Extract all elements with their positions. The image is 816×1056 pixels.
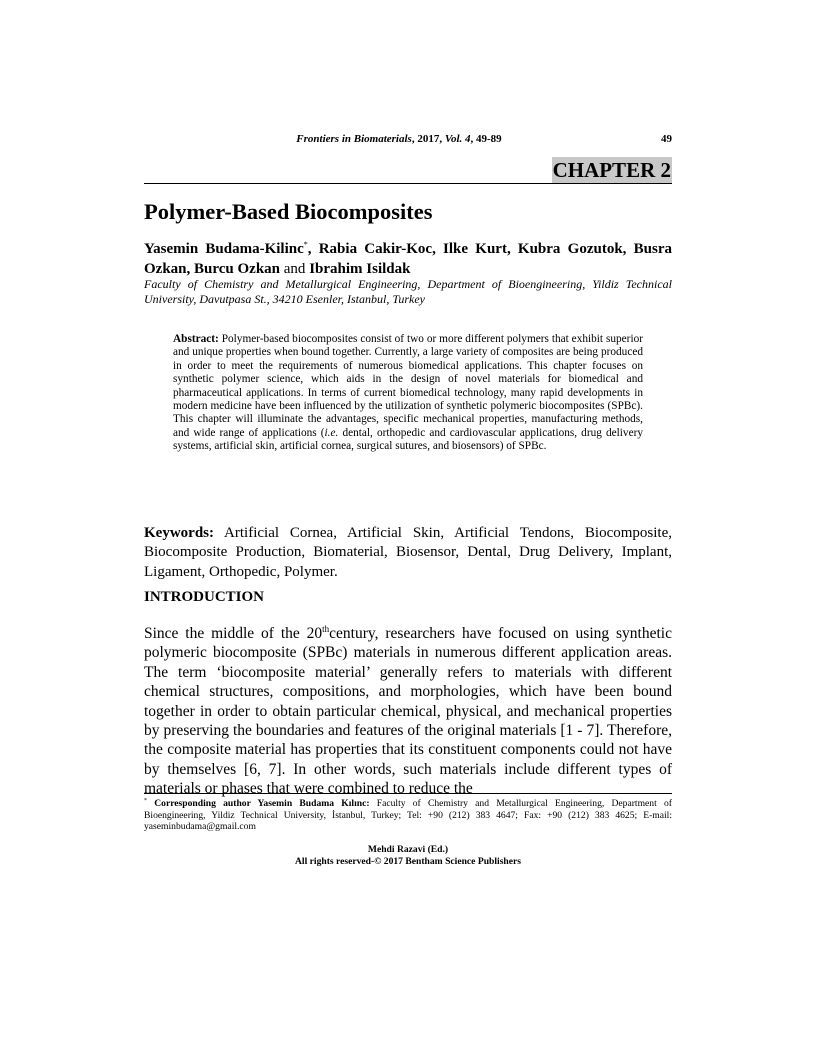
footnote-label: Corresponding author Yasemin Budama Kılınc: [154, 798, 370, 809]
footnote-text: Faculty of Chemistry and Metallurgical Engineering, Department of Bioengineering, Yildiz Technical University, İstanbul, Turkey; Tel: +90 (212) 383 4647; Fax: +90 (212) 383 4625; E-mail: yaseminbudama@gmail.com [144, 798, 672, 833]
abstract-label: Abstract: [173, 333, 219, 345]
journal-citation [144, 133, 654, 145]
intro-text-rest: century, researchers have focused on using synthetic polymeric biocomposite (SPBc) materials in numerous different application areas. The term ‘biocomposite material’ generally refers to materials with different chemical structures, compositions, and morphologies, which have been bound together in order to obtain particular chemical, physical, and mechanical properties by preserving the boundaries and features of the original materials [1 - 7]. Therefore, the composite material has properties that its constituent components could not have by themselves [6, 7]. In other words, such materials include different types of materials or phases that were combined to reduce the [144, 625, 672, 798]
chapter-title: Polymer-Based Biocomposites [144, 199, 433, 224]
footnote [144, 796, 672, 833]
abstract [173, 333, 643, 454]
footer-rights: All rights reserved-© 2017 Bentham Science Publishers [294, 856, 522, 867]
footer-editor: Mehdi Razavi (Ed.) [367, 844, 449, 855]
keywords-text: Artificial Cornea, Artificial Skin, Artificial Tendons, Biocomposite, Biocomposite Production, Biomaterial, Biosensor, Dental, Drug Delivery, Implant, Ligament, Orthopedic, Polymer. [144, 525, 672, 580]
abstract-text: Polymer-based biocomposites consist of two or more different polymers that exhibit superior and unique properties when bound together. Currently, a large variety of composites are being produced in order to meet the requirements of numerous biomedical applications. This chapter focuses on synthetic polymer science, which aids in the design of novel materials for biomedical and pharmaceutical applications. In terms of current biomedical technology, many rapid developments in modern medicine have been influenced by the utilization of synthetic polymeric biocomposites (SPBc). This chapter will illuminate the advantages, specific mechanical properties, manufacturing methods, and wide range of applications ( [173, 333, 643, 439]
author-conjunction: and [280, 261, 310, 277]
journal-volume: Vol. 4 [444, 133, 471, 145]
journal-pages: , 49-89 [470, 133, 502, 145]
author-others: , Rabia Cakir-Koc, Ilke Kurt, Kubra Gozutok, Busra Ozkan, Burcu Ozkan [144, 241, 672, 277]
page-number: 49 [661, 133, 672, 145]
keywords-label: Keywords: [144, 525, 214, 541]
intro-text-start: Since the middle of the 20 [144, 625, 323, 642]
chapter-label: CHAPTER 2 [552, 158, 671, 182]
author-first: Yasemin Budama-Kilinc [144, 241, 304, 257]
intro-superscript: th [322, 624, 330, 634]
author-list [144, 235, 672, 279]
section-heading-introduction: INTRODUCTION [144, 589, 265, 605]
journal-year: , 2017, [411, 133, 445, 145]
introduction-paragraph [144, 620, 672, 799]
corresponding-mark: * [303, 240, 308, 249]
footnote-mark: * [144, 798, 147, 804]
keywords [144, 524, 672, 582]
abstract-ie: i.e. [324, 426, 339, 439]
abstract-text-end: dental, orthopedic and cardiovascular applications, drug delivery systems, artificial skin, artificial cornea, surgical sutures, and biosensors) of SPBc. [173, 426, 643, 453]
footnote-rule [144, 793, 672, 794]
journal-name: Frontiers in Biomaterials [296, 133, 412, 145]
chapter-rule [144, 183, 672, 184]
running-header [144, 133, 672, 149]
page-footer [144, 844, 672, 868]
author-last: Ibrahim Isildak [309, 261, 411, 277]
affiliation: Faculty of Chemistry and Metallurgical Engineering, Department of Bioengineering, Yildiz Technical University, Davutpasa St., 34210 Esenler, Istanbul, Turkey [144, 277, 672, 306]
